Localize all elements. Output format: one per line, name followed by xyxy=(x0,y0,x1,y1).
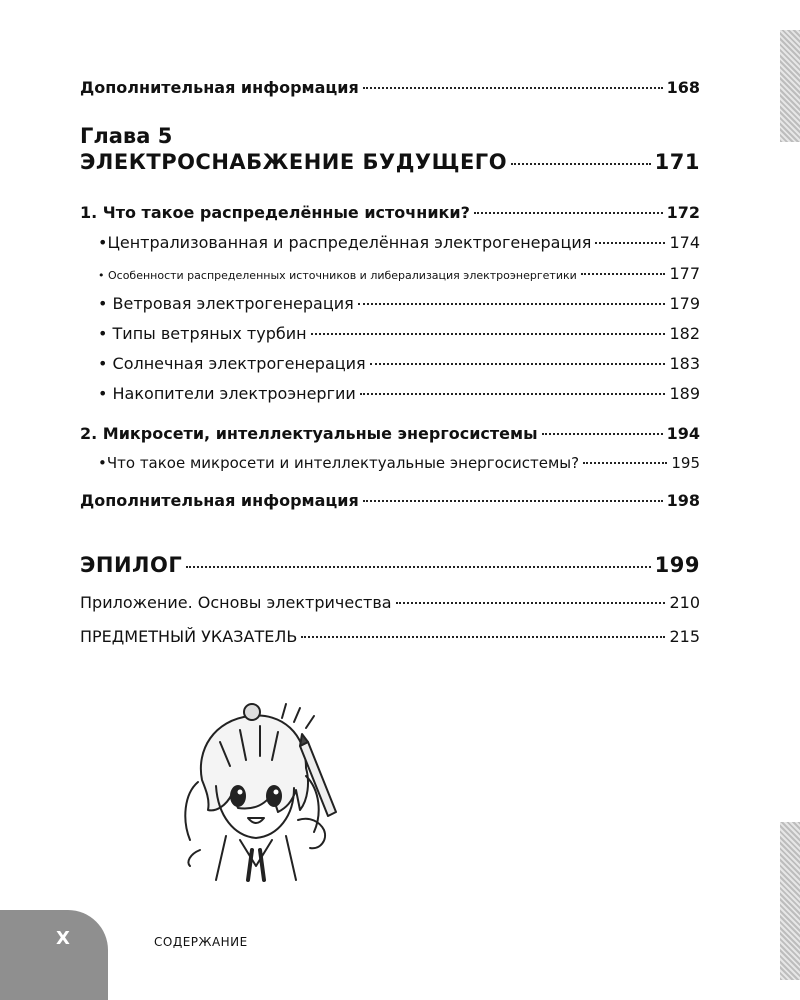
leader-dots xyxy=(358,303,666,305)
toc-entry-appendix[interactable]: Приложение. Основы электричества 210 xyxy=(80,593,700,612)
leader-dots xyxy=(363,500,663,502)
section-label: СОДЕРЖАНИЕ xyxy=(154,935,248,949)
leader-dots xyxy=(583,462,667,464)
toc-entry-sub-5[interactable]: • Солнечная электрогенерация 183 xyxy=(98,354,700,373)
toc-entry-sub-7[interactable]: •Что такое микросети и интеллектуальные энергосистемы? 195 xyxy=(98,454,700,472)
toc-entry-sub-2[interactable]: • Особенности распределенных источников и либерализация электроэнергетики 177 xyxy=(98,264,700,283)
toc-entry-sub-4[interactable]: • Типы ветряных турбин 182 xyxy=(98,324,700,343)
toc-entry-section-2[interactable]: 2. Микросети, интеллектуальные энергосистемы 194 xyxy=(80,424,700,443)
manga-girl-with-pencil-icon xyxy=(160,690,360,890)
toc-entry-sub-6[interactable]: • Накопители электроэнергии 189 xyxy=(98,384,700,403)
leader-dots xyxy=(396,602,666,604)
chapter-label: Глава 5 xyxy=(80,124,173,148)
toc-entry-sub-1[interactable]: •Централизованная и распределённая электрогенерация 174 xyxy=(98,233,700,252)
leader-dots xyxy=(186,566,650,568)
edge-tab-bottom xyxy=(780,822,800,980)
toc-entry-epilogue[interactable]: ЭПИЛОГ 199 xyxy=(80,553,700,577)
page-number-badge xyxy=(0,910,108,1000)
leader-dots xyxy=(301,636,665,638)
leader-dots xyxy=(581,273,666,275)
leader-dots xyxy=(360,393,666,395)
leader-dots xyxy=(370,363,666,365)
page-number: X xyxy=(56,928,70,949)
toc-entry-sub-3[interactable]: • Ветровая электрогенерация 179 xyxy=(98,294,700,313)
leader-dots xyxy=(311,333,666,335)
toc-entry-add-info-top[interactable]: Дополнительная информация 168 xyxy=(80,78,700,97)
leader-dots xyxy=(595,242,665,244)
toc-entry-chapter-title[interactable]: ЭЛЕКТРОСНАБЖЕНИЕ БУДУЩЕГО 171 xyxy=(80,150,700,174)
leader-dots xyxy=(474,212,663,214)
leader-dots xyxy=(511,163,651,165)
toc-entry-add-info-bottom[interactable]: Дополнительная информация 198 xyxy=(80,491,700,510)
edge-tab-top xyxy=(780,30,800,142)
leader-dots xyxy=(542,433,663,435)
toc-entry-section-1[interactable]: 1. Что такое распределённые источники? 172 xyxy=(80,203,700,222)
toc-entry-index[interactable]: ПРЕДМЕТНЫЙ УКАЗАТЕЛЬ 215 xyxy=(80,627,700,646)
leader-dots xyxy=(363,87,663,89)
